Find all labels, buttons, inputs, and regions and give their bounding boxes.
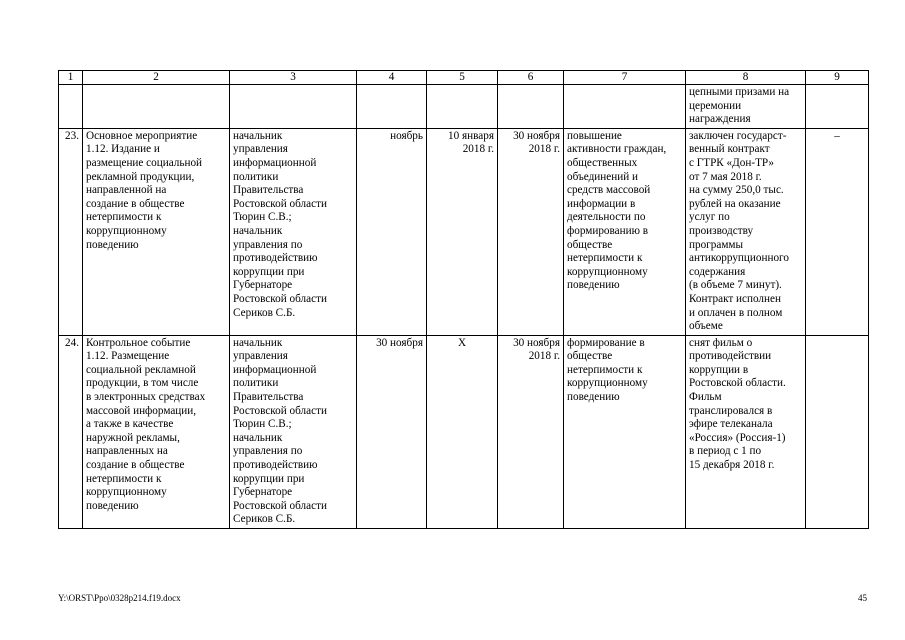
cell-empty — [564, 85, 686, 129]
continuation-row — [59, 85, 869, 129]
column-number: 3 — [230, 71, 357, 85]
column-number: 5 — [427, 71, 498, 85]
cell-number: 24. — [59, 335, 83, 528]
column-number: 9 — [806, 71, 869, 85]
cell-expected-result: формирование в обществе нетерпимости к коррупционному поведению — [564, 335, 686, 528]
column-number: 7 — [564, 71, 686, 85]
footer-file-path: Y:\ORST\Ppo\0328p214.f19.docx — [58, 593, 181, 603]
cell-end-date: 30 ноября 2018 г. — [498, 335, 564, 528]
cell-actual-result: снят фильм о противодействии коррупции в Ростовской области. Фильм транслировался в эфире телеканала «Россия» (Россия-1) в период с 1 по 15 декабря 2018 г. — [686, 335, 806, 528]
cell-actual-result: цепными призами на церемонии награждения — [686, 85, 806, 129]
cell-empty — [427, 85, 498, 129]
cell-start-date: Х — [427, 335, 498, 528]
cell-actual-result: заключен государст- венный контракт с ГТРК «Дон-ТР» от 7 мая 2018 г. на сумму 250,0 тыс. рублей на оказание услуг по производству программы антикоррупционного содержания (в объеме 7 минут). Контракт исполнен и оплачен в полном объеме — [686, 128, 806, 335]
page-number: 45 — [858, 593, 867, 603]
cell-deadline: 30 ноября — [357, 335, 427, 528]
cell-empty — [83, 85, 230, 129]
cell-note — [806, 335, 869, 528]
cell-empty — [806, 85, 869, 129]
column-number: 2 — [83, 71, 230, 85]
cell-empty — [230, 85, 357, 129]
column-number: 1 — [59, 71, 83, 85]
cell-empty — [498, 85, 564, 129]
cell-deadline: ноябрь — [357, 128, 427, 335]
cell-note: – — [806, 128, 869, 335]
cell-responsible: начальник управления информационной политики Правительства Ростовской области Тюрин С.В.; начальник управления по противодействию коррупции при Губернаторе Ростовской области Сериков С.Б. — [230, 335, 357, 528]
cell-empty — [59, 85, 83, 129]
cell-responsible: начальник управления информационной политики Правительства Ростовской области Тюрин С.В.; начальник управления по противодействию коррупции при Губернаторе Ростовской области Сериков С.Б. — [230, 128, 357, 335]
cell-number: 23. — [59, 128, 83, 335]
cell-expected-result: повышение активности граждан, общественных объединений и средств массовой информации в деятельности по формированию в обществе нетерпимости к коррупционному поведению — [564, 128, 686, 335]
cell-event: Основное мероприятие 1.12. Издание и размещение социальной рекламной продукции, направленной на создание в обществе нетерпимости к коррупционному поведению — [83, 128, 230, 335]
table-row — [59, 335, 869, 528]
report-table — [58, 70, 869, 529]
cell-empty — [357, 85, 427, 129]
column-numbers-row — [59, 71, 869, 85]
cell-start-date: 10 января 2018 г. — [427, 128, 498, 335]
cell-end-date: 30 ноября 2018 г. — [498, 128, 564, 335]
table-row — [59, 128, 869, 335]
column-number: 4 — [357, 71, 427, 85]
column-number: 6 — [498, 71, 564, 85]
cell-event: Контрольное событие 1.12. Размещение социальной рекламной продукции, в том числе в электронных средствах массовой информации, а также в качестве наружной рекламы, направленных на создание в обществе нетерпимости к коррупционному поведению — [83, 335, 230, 528]
column-number: 8 — [686, 71, 806, 85]
